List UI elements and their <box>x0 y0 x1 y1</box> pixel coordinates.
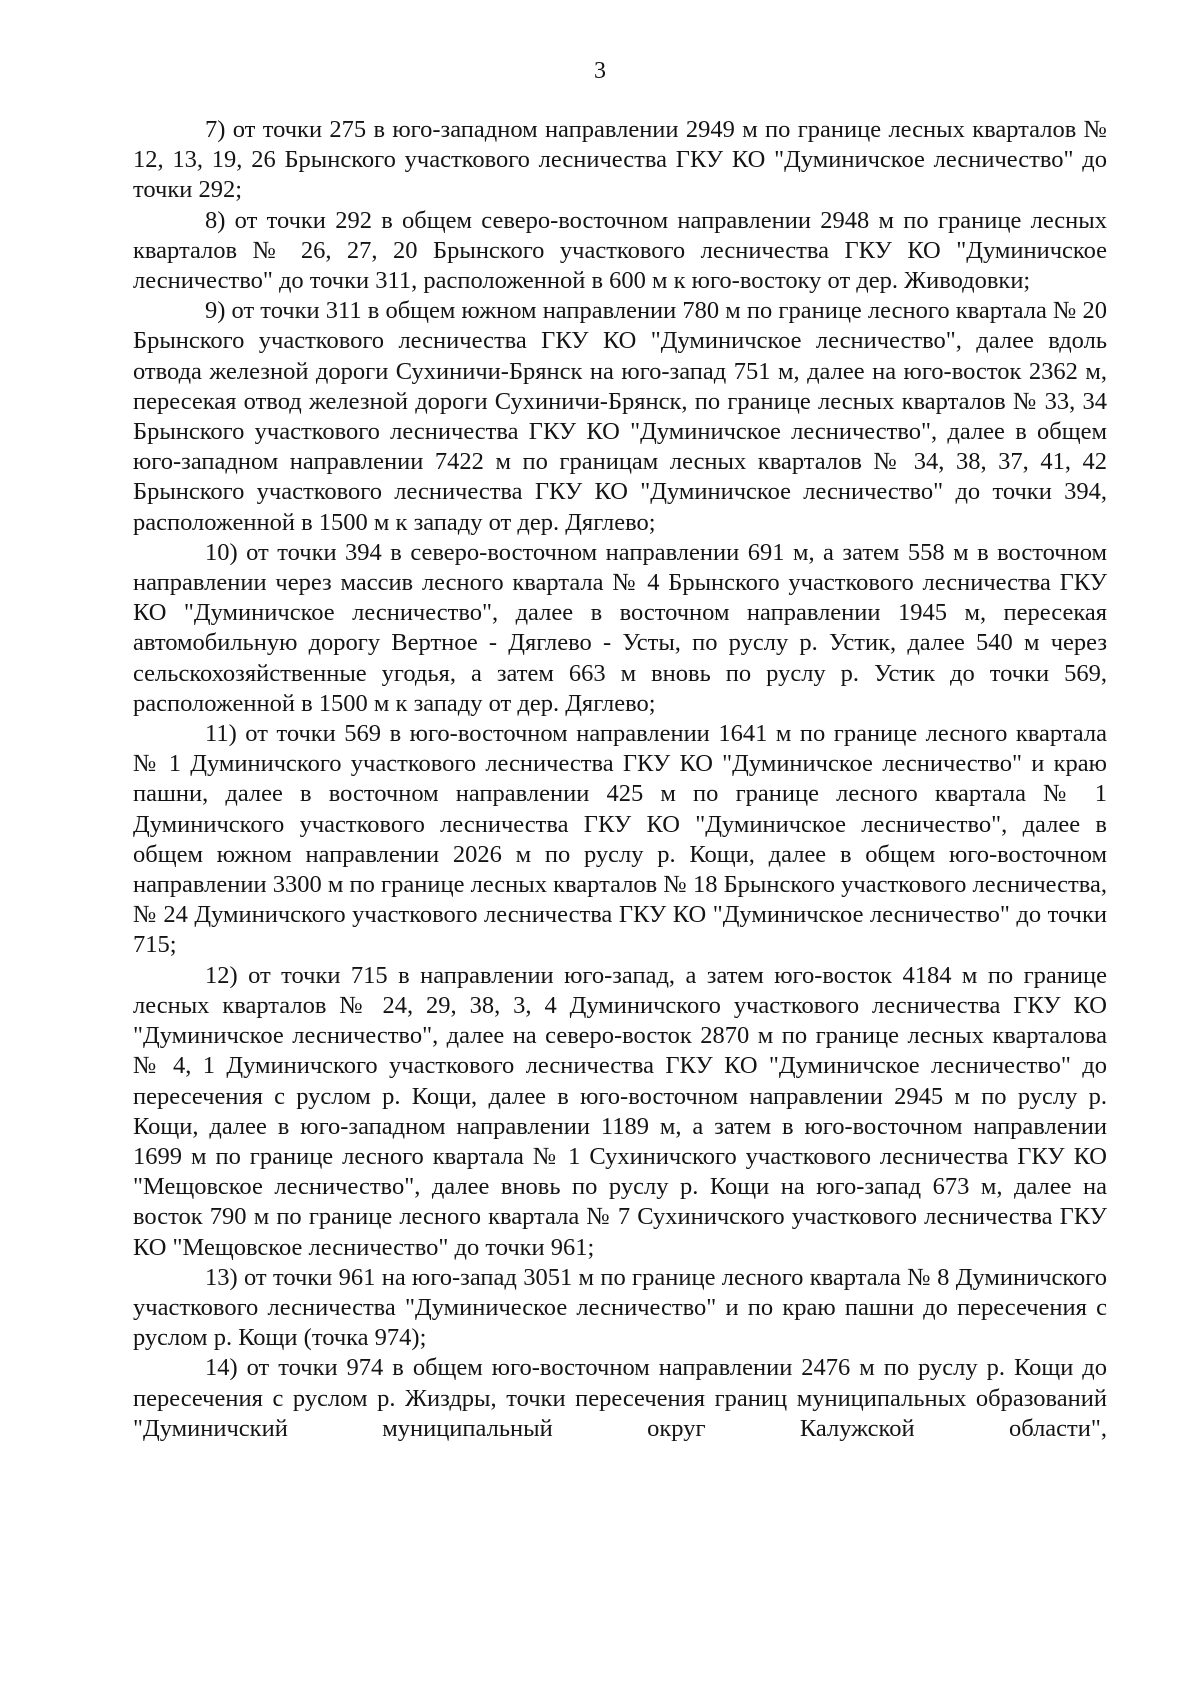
document-body <box>133 115 1107 1444</box>
paragraph-item-9: 9) от точки 311 в общем южном направлении 780 м по границе лесного квартала № 20 Брынского участкового лесничества ГКУ КО "Думиничское лесничество", далее вдоль отвода железной дороги Сухиничи-Брянск на юго-запад 751 м, далее на юго-восток 2362 м, пересекая отвод железной дороги Сухиничи-Брянск, по границе лесных кварталов № 33, 34 Брынского участкового лесничества ГКУ КО "Думиничское лесничество", далее в общем юго-западном направлении 7422 м по границам лесных кварталов № 34, 38, 37, 41, 42 Брынского участкового лесничества ГКУ КО "Думиничское лесничество" до точки 394, расположенной в 1500 м к западу от дер. Дяглево; <box>133 297 1107 536</box>
paragraph-item-11: 11) от точки 569 в юго-восточном направлении 1641 м по границе лесного квартала № 1 Думиничского участкового лесничества ГКУ КО "Думиничское лесничество" и краю пашни, далее в восточном направлении 425 м по границе лесного квартала № 1 Думиничского участкового лесничества ГКУ КО "Думиничское лесничество", далее в общем южном направлении 2026 м по руслу р. Кощи, далее в общем юго-восточном направлении 3300 м по границе лесных кварталов № 18 Брынского участкового лесничества, № 24 Думиничского участкового лесничества ГКУ КО "Думиничское лесничество" до точки 715; <box>133 720 1107 959</box>
paragraph-item-10: 10) от точки 394 в северо-восточном направлении 691 м, а затем 558 м в восточном направлении через массив лесного квартала № 4 Брынского участкового лесничества ГКУ КО "Думиничское лесничество", далее в восточном направлении 1945 м, пересекая автомобильную дорогу Вертное - Дяглево - Усты, по руслу р. Устик, далее 540 м через сельскохозяйственные угодья, а затем 663 м вновь по руслу р. Устик до точки 569, расположенной в 1500 м к западу от дер. Дяглево; <box>133 538 1107 717</box>
paragraph-item-8: 8) от точки 292 в общем северо-восточном направлении 2948 м по границе лесных кварталов № 26, 27, 20 Брынского участкового лесничества ГКУ КО "Думиничское лесничество" до точки 311, расположенной в 600 м к юго-востоку от дер. Живодовки; <box>133 206 1107 295</box>
paragraph-item-13: 13) от точки 961 на юго-запад 3051 м по границе лесного квартала № 8 Думиничского участкового лесничества "Думиническое лесничество" и по краю пашни до пересечения с руслом р. Кощи (точка 974); <box>133 1263 1107 1352</box>
page-number: 3 <box>594 58 606 84</box>
paragraph-item-7: 7) от точки 275 в юго-западном направлении 2949 м по границе лесных кварталов № 12, 13, 19, 26 Брынского участкового лесничества ГКУ КО "Думиничское лесничество" до точки 292; <box>133 116 1107 204</box>
paragraph-item-12: 12) от точки 715 в направлении юго-запад, а затем юго-восток 4184 м по границе лесных кварталов № 24, 29, 38, 3, 4 Думиничского участкового лесничества ГКУ КО "Думиничское лесничество", далее на северо-восток 2870 м по границе лесных кварталова № 4, 1 Думиничского участкового лесничества ГКУ КО "Думиничское лесничество" до пересечения с руслом р. Кощи, далее в юго-восточном направлении 2945 м по руслу р. Кощи, далее в юго-западном направлении 1189 м, а затем в юго-восточном направлении 1699 м по границе лесного квартала № 1 Сухиничского участкового лесничества ГКУ КО "Мещовское лесничество", далее вновь по руслу р. Кощи на юго-запад 673 м, далее на восток 790 м по границе лесного квартала № 7 Сухиничского участкового лесничества ГКУ КО "Мещовское лесничество" до точки 961; <box>133 961 1107 1261</box>
paragraph-item-14: 14) от точки 974 в общем юго-восточном направлении 2476 м по руслу р. Кощи до пересечения с руслом р. Жиздры, точки пересечения границ муниципальных образований "Думиничский муниципальный округ Калужской области", <box>133 1354 1107 1442</box>
